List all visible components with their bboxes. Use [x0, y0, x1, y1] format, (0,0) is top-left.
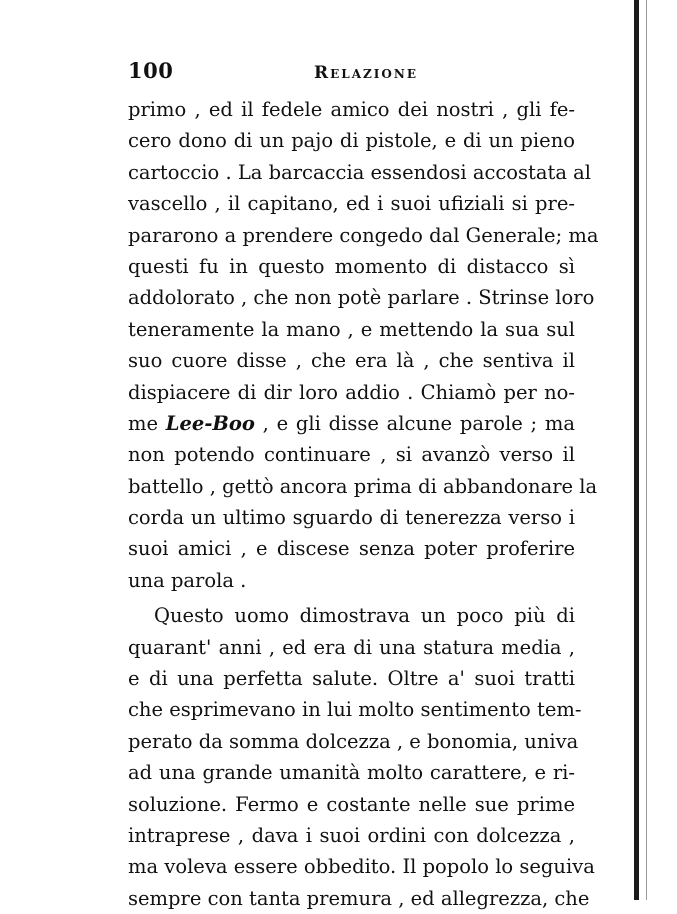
text-line: che esprimevano in lui molto sentimento tem-	[128, 698, 582, 722]
page-number: 100	[128, 58, 174, 83]
text-line: primo , ed il fedele amico dei nostri , gli fe-	[128, 98, 575, 121]
text-line: quarant' anni , ed era di una statura media ,	[128, 635, 575, 659]
text-line: cartoccio . La barcaccia essendosi accostata al	[128, 160, 592, 184]
text-line: perato da somma dolcezza , e bonomia, univa	[128, 729, 579, 753]
character-name: Lee-Boo	[165, 411, 255, 435]
text-line: battello , gettò ancora prima di abbandonare la	[128, 474, 598, 498]
text-line: corda un ultimo sguardo di tenerezza verso i	[128, 506, 575, 530]
text-line: ma voleva essere obbedito. Il popolo lo seguiva	[128, 855, 595, 879]
text-segment: , e gli disse alcune parole ; ma	[254, 411, 575, 435]
page-header	[128, 58, 580, 88]
text-line: suo cuore disse , che era là , che sentiva il	[128, 349, 575, 373]
text-line: teneramente la mano , e mettendo la sua sul	[128, 317, 575, 341]
text-line: Questo uomo dimostrava un poco più di	[154, 604, 575, 628]
text-line: pararono a prendere congedo dal Generale; ma	[128, 223, 599, 247]
text-line: dispiacere di dir loro addio . Chiamò per no-	[128, 380, 575, 404]
text-segment: me	[128, 411, 166, 435]
running-title: Relazione	[314, 63, 418, 83]
body-text	[128, 94, 599, 914]
text-line: addolorato , che non potè parlare . Strinse loro	[128, 286, 595, 310]
text-line: suoi amici , e discese senza poter proferire	[128, 537, 575, 561]
text-line-with-name	[128, 408, 575, 439]
text-line: ad una grande umanità molto carattere, e ri-	[128, 761, 575, 785]
text-line: cero dono di un pajo di pistole, e di un pieno	[128, 129, 575, 153]
text-line: non potendo continuare , si avanzò verso il	[128, 443, 575, 467]
text-line: intraprese , dava i suoi ordini con dolcezza ,	[128, 823, 575, 847]
page-edge-line	[646, 0, 647, 900]
text-line: sempre con tanta premura , ed allegrezza, che	[128, 886, 590, 910]
text-line: vascello , il capitano, ed i suoi ufiziali si pre-	[128, 192, 575, 216]
book-spine-edge	[634, 0, 639, 900]
text-line: questi fu in questo momento di distacco sì	[128, 254, 575, 278]
text-line: una parola .	[128, 568, 247, 592]
text-line: e di una perfetta salute. Oltre a' suoi tratti	[128, 667, 575, 691]
text-line: soluzione. Fermo e costante nelle sue prime	[128, 792, 575, 816]
